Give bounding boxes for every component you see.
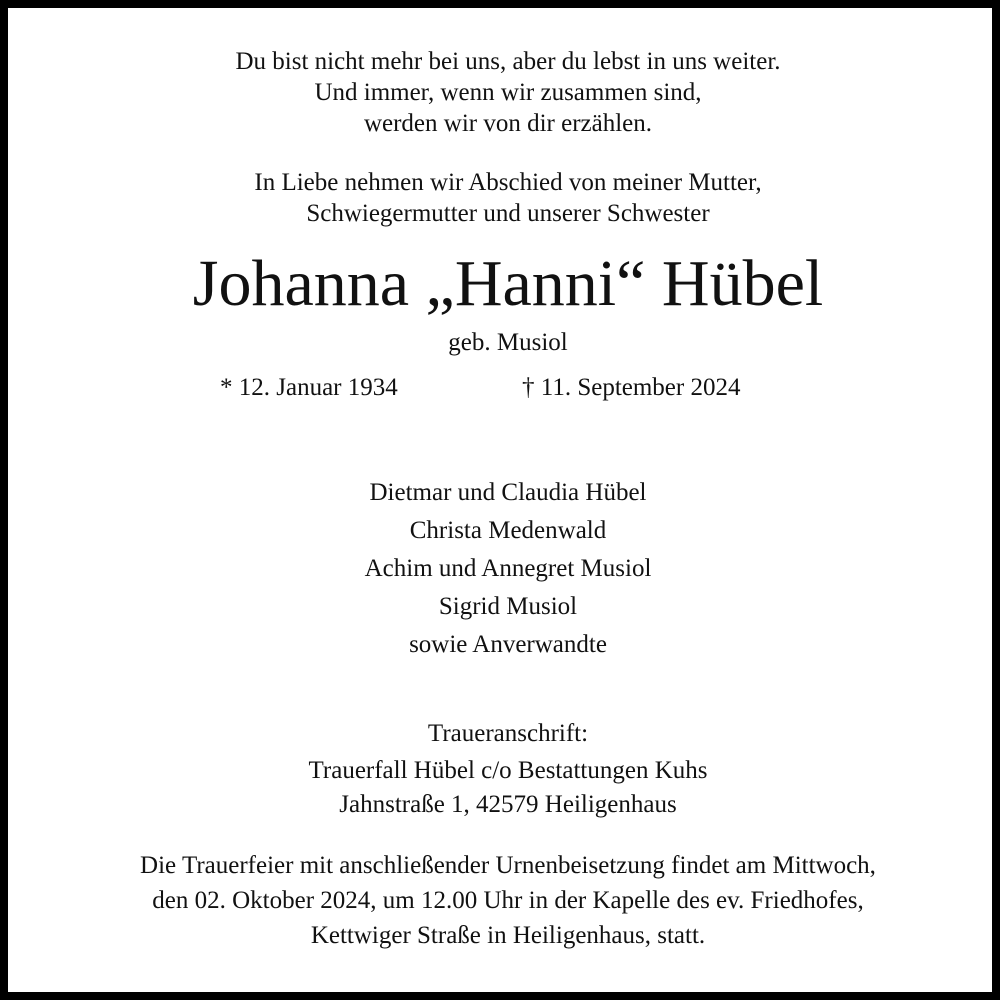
birth-date: * 12. Januar 1934	[220, 374, 398, 401]
poem-line-3: werden wir von dir erzählen.	[363, 110, 653, 137]
ceremony-line-1: Die Trauerfeier mit anschließender Urnenbeisetzung findet am Mittwoch,	[140, 852, 876, 879]
intro-line-2: Schwiegermutter und unserer Schwester	[306, 200, 710, 227]
address-line-2: Jahnstraße 1, 42579 Heiligenhaus	[339, 791, 677, 818]
poem-line-2: Und immer, wenn wir zusammen sind,	[314, 79, 702, 106]
mourner-4: Sigrid Musiol	[438, 593, 578, 620]
mourner-5: sowie Anverwandte	[409, 631, 607, 658]
mourner-2: Christa Medenwald	[409, 517, 607, 544]
poem-line-1: Du bist nicht mehr bei uns, aber du lebst in uns weiter.	[235, 48, 781, 75]
mourner-3: Achim und Annegret Musiol	[364, 555, 652, 582]
mourner-1: Dietmar und Claudia Hübel	[369, 479, 647, 506]
ceremony-line-3: Kettwiger Straße in Heiligenhaus, statt.	[310, 922, 706, 949]
address-line-1: Trauerfall Hübel c/o Bestattungen Kuhs	[308, 757, 708, 784]
intro-line-1: In Liebe nehmen wir Abschied von meiner Mutter,	[254, 169, 762, 196]
death-date: † 11. September 2024	[522, 374, 741, 401]
birth-name: geb. Musiol	[448, 329, 568, 356]
deceased-name: Johanna „Hanni“ Hübel	[192, 247, 824, 320]
address-heading: Traueranschrift:	[427, 720, 589, 747]
ceremony-line-2: den 02. Oktober 2024, um 12.00 Uhr in der Kapelle des ev. Friedhofes,	[152, 887, 864, 914]
